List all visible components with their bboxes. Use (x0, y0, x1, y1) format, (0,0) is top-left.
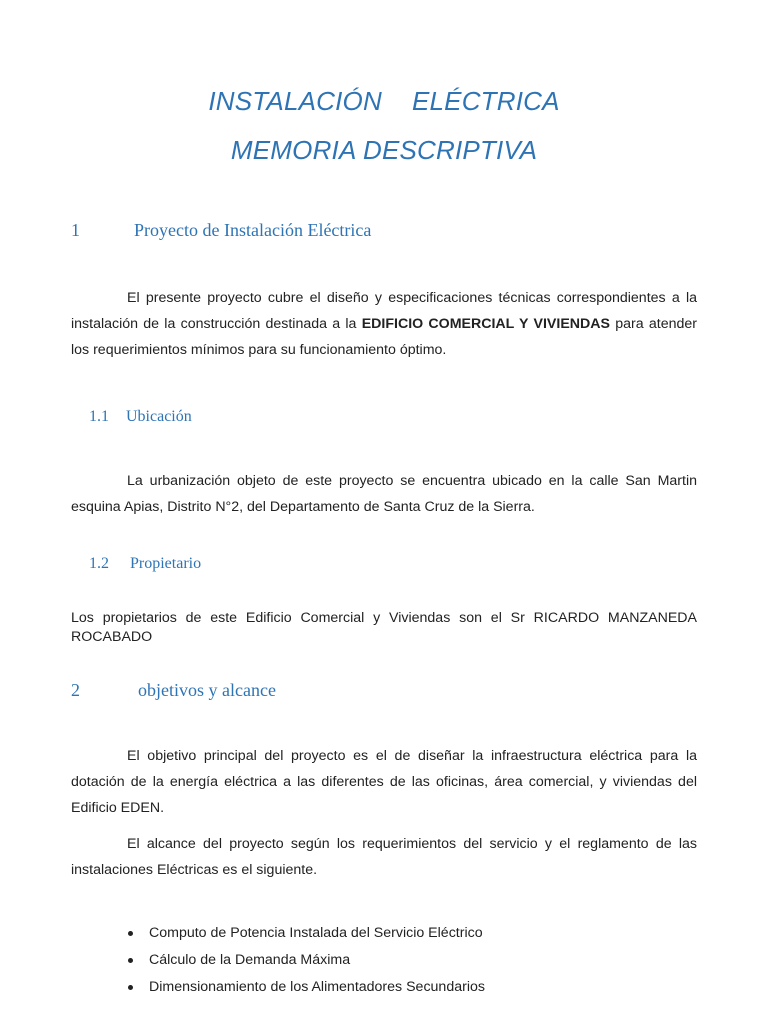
section-1-paragraph-text: El presente proyecto cubre el diseño y especificaciones técnicas correspondientes a la instalación de la construcción destinada a la (71, 290, 697, 332)
list-item-text: Dimensionamiento de los Alimentadores Secundarios (149, 979, 485, 995)
section-1-1-heading: Ubicación (126, 408, 192, 425)
building-name: EDIFICIO COMERCIAL Y VIVIENDAS (361, 316, 610, 332)
list-item (124, 974, 485, 1001)
scope-text: El alcance del proyecto según los requerimientos del servicio y el reglamento de las instalaciones Eléctricas es el siguiente. (71, 836, 697, 878)
title-word-electrica: ELÉCTRICA (411, 86, 560, 116)
list-item (124, 947, 485, 974)
owner-paragraph: Los propietarios de este Edificio Comercial y Viviendas son el Sr RICARDO MANZANEDA ROCABADO (71, 610, 697, 645)
section-1-1-paragraph (71, 468, 697, 520)
bullet-icon (128, 958, 133, 963)
section-1-heading: Proyecto de Instalación Eléctrica (134, 220, 372, 240)
section-1-paragraph-tail: para atender los requerimientos mínimos para su funcionamiento óptimo. (71, 316, 697, 358)
section-1-paragraph (71, 285, 697, 363)
section-1-number: 1 (71, 220, 80, 240)
section-2-heading: objetivos y alcance (138, 680, 276, 700)
title-word-instalacion: INSTALACIÓN (208, 86, 382, 116)
section-1-1-number: 1.1 (89, 408, 109, 425)
scope-bullet-list (124, 920, 485, 1001)
section-2-number: 2 (71, 680, 80, 700)
objective-text: El objetivo principal del proyecto es el de diseñar la infraestructura eléctrica para la dotación de la energía eléctrica a las diferentes de las oficinas, área comercial, y viviendas del Edificio EDEN. (71, 748, 697, 816)
scope-paragraph (71, 831, 697, 883)
list-item-text: Computo de Potencia Instalada del Servicio Eléctrico (149, 925, 483, 941)
list-item-text: Cálculo de la Demanda Máxima (149, 952, 351, 968)
list-item (124, 920, 485, 947)
bullet-icon (128, 985, 133, 990)
location-text: La urbanización objeto de este proyecto se encuentra ubicado en la calle San Martin esquina Apias, Distrito N°2, del Departamento de Santa Cruz de la Sierra. (71, 473, 697, 515)
objective-paragraph (71, 743, 697, 821)
section-1-2-heading: Propietario (130, 555, 202, 572)
document-title-line-1 (0, 86, 768, 116)
section-1-2-number: 1.2 (89, 555, 109, 572)
bullet-icon (128, 931, 133, 936)
document-title-line-2: MEMORIA DESCRIPTIVA (230, 135, 538, 165)
